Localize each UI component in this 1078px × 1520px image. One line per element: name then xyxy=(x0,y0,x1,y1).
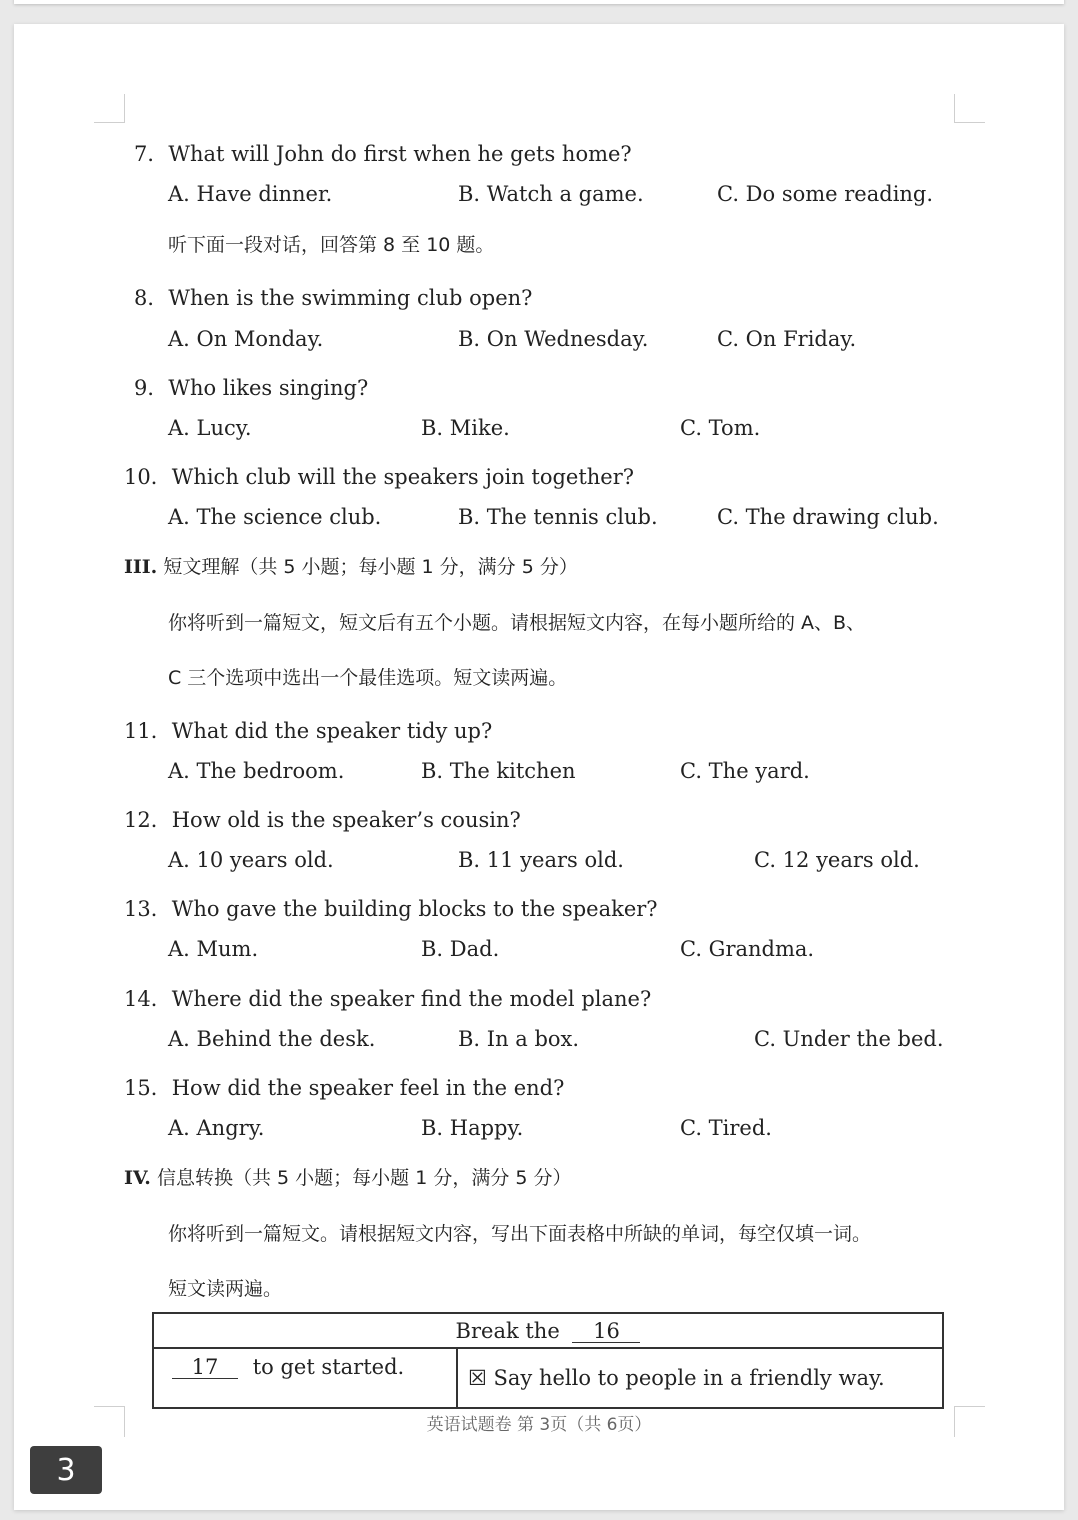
option-9a: A. Lucy. xyxy=(168,416,252,440)
crop-mark xyxy=(94,94,125,123)
section-4-description-line-1: 你将听到一篇短文。请根据短文内容，写出下面表格中所缺的单词，每空仅填一词。 xyxy=(168,1223,872,1245)
blank-17: 17 xyxy=(172,1356,238,1379)
page-footer: 英语试题卷 第 3页（共 6页） xyxy=(426,1415,652,1435)
question-text: What will John do first when he gets home? xyxy=(168,142,632,166)
table-row xyxy=(153,1348,943,1408)
option-9b: B. Mike. xyxy=(421,416,510,440)
question-number: 15． xyxy=(124,1076,172,1100)
option-9c: C. Tom. xyxy=(680,416,761,440)
crop-mark xyxy=(954,94,985,123)
option-10b: B. The tennis club. xyxy=(458,505,658,529)
option-14b: B. In a box. xyxy=(458,1027,580,1051)
question-number: 8． xyxy=(134,286,169,310)
table-row xyxy=(153,1313,943,1348)
question-text: Where did the speaker find the model plane? xyxy=(171,987,652,1011)
table-cell-text: to get started. xyxy=(252,1355,405,1379)
section-4-heading xyxy=(124,1163,572,1190)
section-3-heading xyxy=(124,552,578,579)
question-number: 14． xyxy=(124,987,172,1011)
instruction-8-10: 听下面一段对话，回答第 8 至 10 题。 xyxy=(168,234,495,256)
section-numeral: IV. xyxy=(124,1167,151,1189)
question-number: 12． xyxy=(124,808,172,832)
option-12a: A. 10 years old. xyxy=(168,848,334,872)
option-7a: A. Have dinner. xyxy=(168,182,333,206)
question-text: Who gave the building blocks to the speaker? xyxy=(171,897,658,921)
option-15a: A. Angry. xyxy=(168,1116,265,1140)
table-header-text: Break the xyxy=(455,1318,560,1343)
option-8a: A. On Monday. xyxy=(168,327,324,351)
question-number: 13． xyxy=(124,897,172,921)
question-13 xyxy=(124,893,658,923)
option-11a: A. The bedroom. xyxy=(168,759,345,783)
question-9 xyxy=(134,372,368,402)
option-10c: C. The drawing club. xyxy=(717,505,939,529)
section-title: 短文理解（共 5 小题；每小题 1 分，满分 5 分） xyxy=(163,556,578,578)
option-13c: C. Grandma. xyxy=(680,937,815,961)
table-header-cell xyxy=(153,1313,943,1348)
question-text: When is the swimming club open? xyxy=(168,286,533,310)
question-text: What did the speaker tidy up? xyxy=(171,719,493,743)
option-15c: C. Tired. xyxy=(680,1116,772,1140)
option-14a: A. Behind the desk. xyxy=(168,1027,376,1051)
section-4-description-line-2: 短文读两遍。 xyxy=(168,1278,283,1300)
question-number: 10． xyxy=(124,465,172,489)
option-15b: B. Happy. xyxy=(421,1116,524,1140)
question-text: How did the speaker feel in the end? xyxy=(171,1076,565,1100)
option-14c: C. Under the bed. xyxy=(754,1027,944,1051)
info-table xyxy=(152,1312,944,1409)
option-8b: B. On Wednesday. xyxy=(458,327,649,351)
table-cell-left xyxy=(153,1348,457,1408)
question-15 xyxy=(124,1072,564,1102)
page-number-badge: 3 xyxy=(30,1446,102,1494)
previous-page-edge xyxy=(14,0,1064,4)
exam-page xyxy=(14,24,1064,1510)
question-8 xyxy=(134,282,532,312)
question-12 xyxy=(124,804,521,834)
option-13a: A. Mum. xyxy=(168,937,259,961)
question-text: Who likes singing? xyxy=(168,376,369,400)
question-10 xyxy=(124,461,634,491)
question-text: How old is the speaker’s cousin? xyxy=(171,808,521,832)
table-cell-text: ☒ Say hello to people in a friendly way. xyxy=(468,1366,885,1390)
question-number: 9． xyxy=(134,376,169,400)
option-10a: A. The science club. xyxy=(168,505,382,529)
option-12b: B. 11 years old. xyxy=(458,848,624,872)
option-11b: B. The kitchen xyxy=(421,759,576,783)
option-7c: C. Do some reading. xyxy=(717,182,934,206)
option-7b: B. Watch a game. xyxy=(458,182,644,206)
question-text: Which club will the speakers join together? xyxy=(171,465,635,489)
question-11 xyxy=(124,715,492,745)
option-8c: C. On Friday. xyxy=(717,327,857,351)
section-numeral: III. xyxy=(124,556,158,578)
section-3-description-line-1: 你将听到一篇短文，短文后有五个小题。请根据短文内容，在每小题所给的 A、B、 xyxy=(168,612,866,634)
blank-16: 16 xyxy=(572,1320,640,1343)
question-number: 7． xyxy=(134,142,169,166)
question-7 xyxy=(134,138,632,168)
section-title: 信息转换（共 5 小题；每小题 1 分，满分 5 分） xyxy=(156,1167,572,1189)
question-number: 11． xyxy=(124,719,172,743)
option-13b: B. Dad. xyxy=(421,937,500,961)
table-cell-right xyxy=(457,1348,943,1408)
question-14 xyxy=(124,983,651,1013)
option-11c: C. The yard. xyxy=(680,759,810,783)
section-3-description-line-2: C 三个选项中选出一个最佳选项。短文读两遍。 xyxy=(168,667,568,689)
option-12c: C. 12 years old. xyxy=(754,848,920,872)
